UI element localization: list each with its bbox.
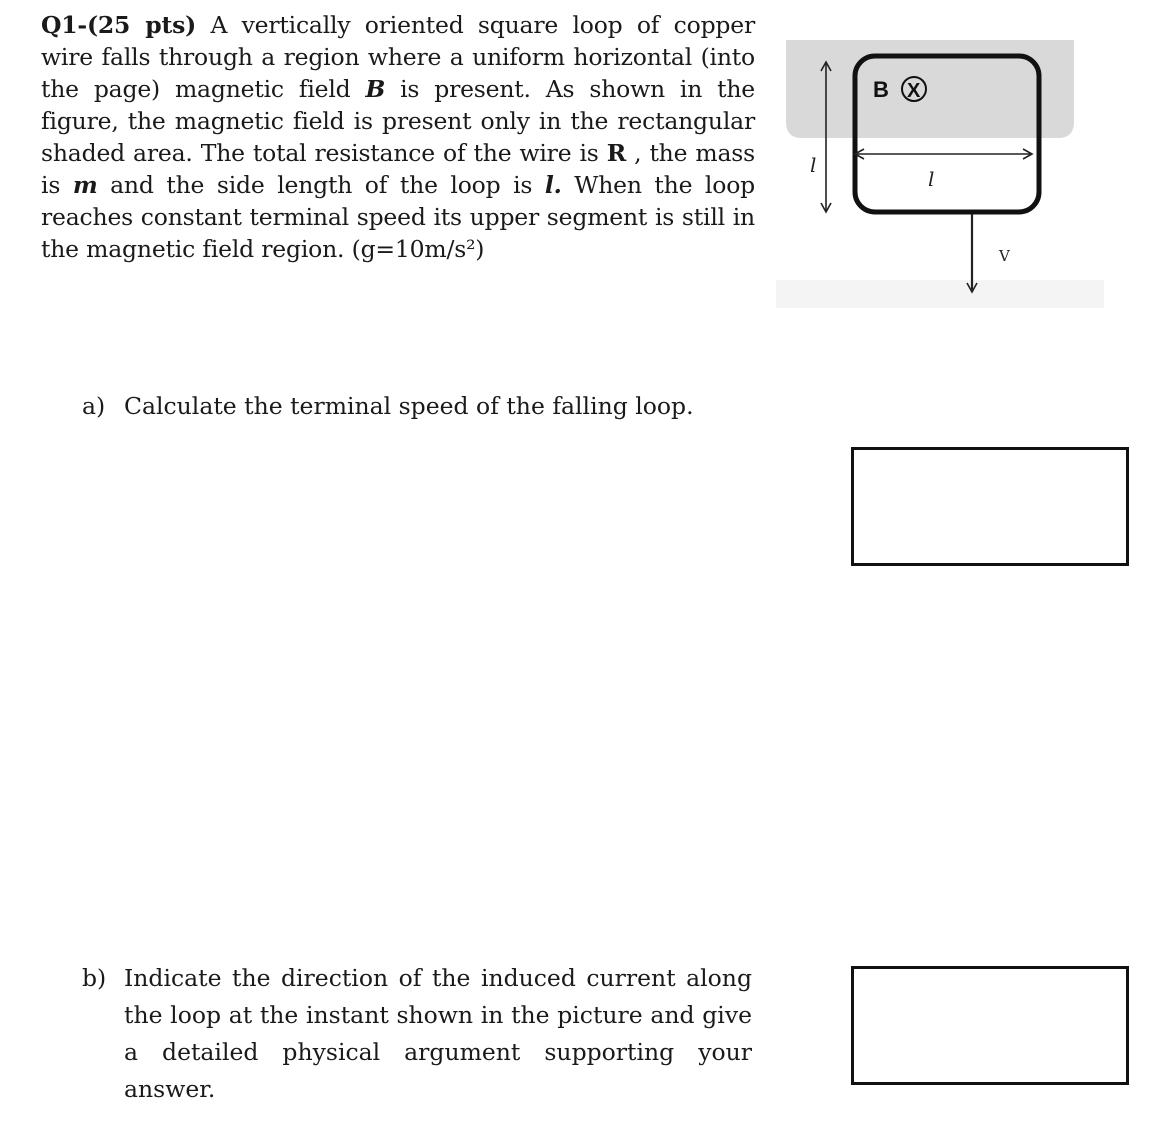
velocity-label: V — [999, 247, 1010, 265]
field-label: B — [873, 77, 889, 102]
part-b-label: b) — [82, 964, 107, 992]
symbol-l: l. — [544, 171, 562, 199]
part-a-label: a) — [82, 392, 106, 420]
part-a — [82, 388, 694, 425]
part-b-text: Indicate the direction of the induced current along the loop at the instant shown in the picture and give a detailed physical argument supporting your answer. — [124, 964, 752, 1103]
side-label-horizontal: l — [928, 167, 935, 191]
loop-figure — [776, 40, 1104, 308]
into-page-symbol: X — [907, 80, 921, 102]
symbol-B: B — [365, 75, 386, 103]
question-text: Q1-(25 pts) A vertically oriented square loop of copper wire falls through a region where a uniform horizontal (into the page) magnetic field B is present. As shown in the figure, the magnetic field is present only in the rectangular shaded area. The total resistance of the wire is R , the mass is m and the side length of the loop is l. When the loop reaches constant terminal speed its upper segment is still in the magnetic field region. (g=10m/s²) — [41, 11, 756, 263]
question-header: Q1-(25 pts) — [41, 11, 197, 39]
part-b — [82, 960, 752, 1108]
answer-box-a[interactable] — [851, 447, 1129, 566]
part-a-text: Calculate the terminal speed of the falling loop. — [124, 392, 694, 420]
answer-box-b[interactable] — [851, 966, 1129, 1085]
symbol-R: R — [606, 139, 627, 167]
side-label-vertical: l — [810, 153, 817, 177]
symbol-m: m — [72, 171, 98, 199]
figure-background — [776, 280, 1104, 308]
